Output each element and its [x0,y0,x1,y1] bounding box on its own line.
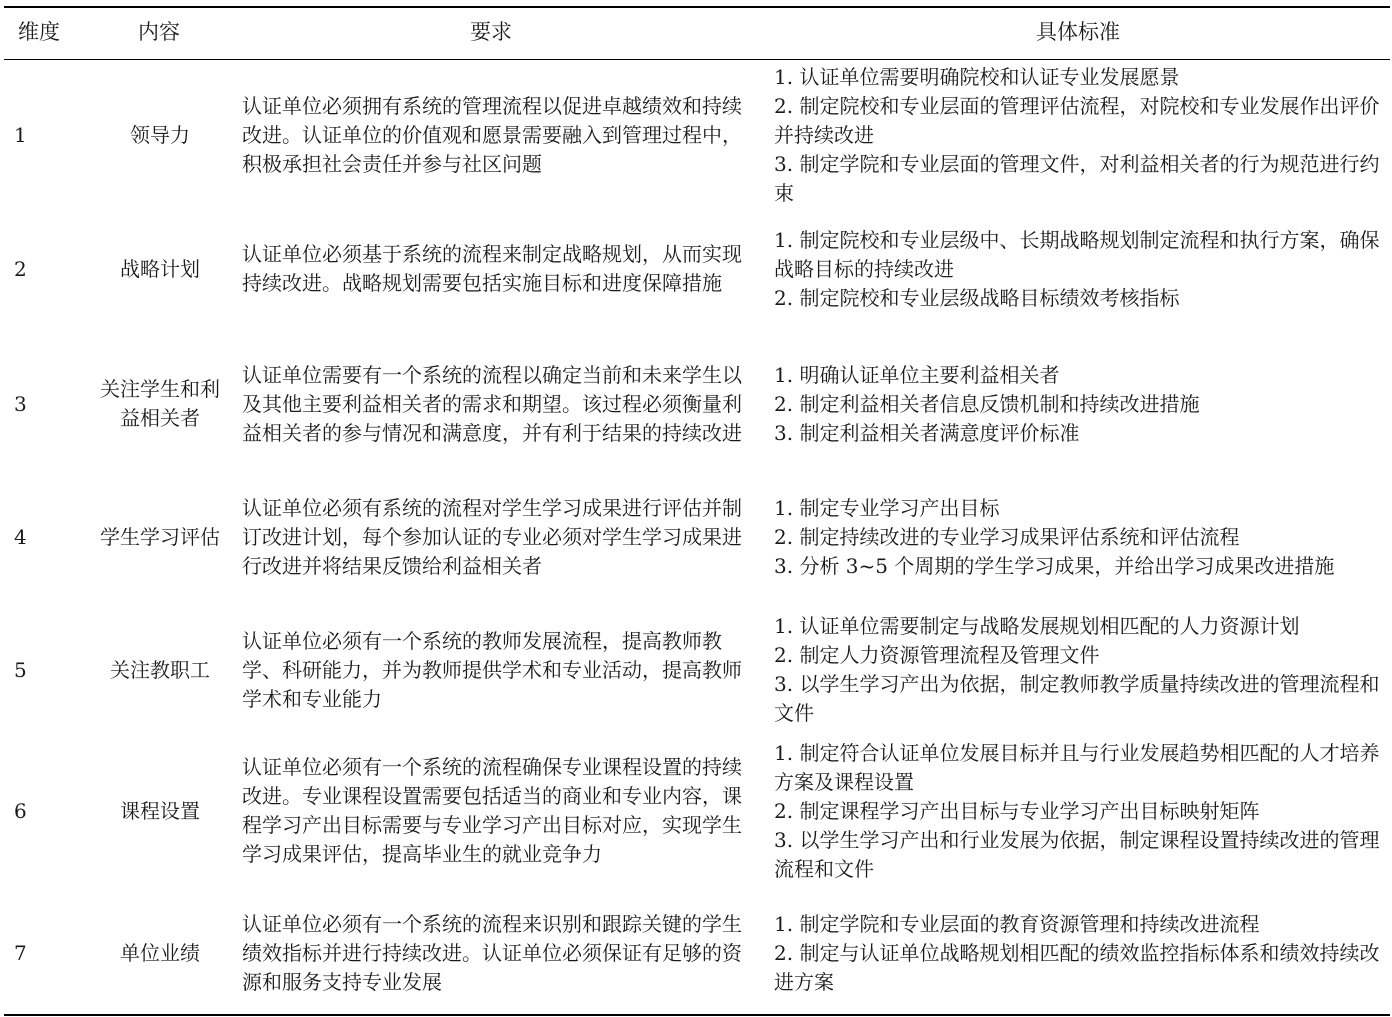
table-row [4,606,1390,734]
table-header-row [4,6,1390,59]
standard-item: 1. 制定专业学习产出目标 [774,495,1000,520]
header-requirement: 要求 [470,20,512,44]
row-standards [774,606,1386,734]
table-row [4,482,1390,592]
standard-item: 1. 认证单位需要制定与战略发展规划相匹配的人力资源计划 [774,614,1300,638]
standard-item: 3. 制定学院和专业层面的管理文件，对利益相关者的行为规范进行约束 [774,151,1380,205]
row-dimension: 3 [14,392,27,416]
standard-item: 3. 分析 3~5 个周期的学生学习成果，并给出学习成果改进措施 [774,553,1335,578]
row-dimension: 2 [14,257,27,281]
standard-item: 2. 制定利益相关者信息反馈机制和持续改进措施 [774,391,1200,416]
row-requirement: 认证单位必须有一个系统的流程来识别和跟踪关键的学生绩效指标并进行持续改进。认证单位必须保证有足够的资源和服务支持专业发展 [242,911,742,994]
row-dimension: 4 [14,525,27,549]
header-content: 内容 [138,20,180,44]
standard-item: 1. 认证单位需要明确院校和认证专业发展愿景 [774,64,1180,89]
table-bottom-rule [4,1014,1390,1016]
row-content: 学生学习评估 [100,524,220,549]
row-dimension: 5 [14,658,27,682]
standard-item: 2. 制定人力资源管理流程及管理文件 [774,643,1100,667]
table-row [4,900,1390,1006]
standard-item: 2. 制定院校和专业层级战略目标绩效考核指标 [774,285,1180,310]
row-content: 课程设置 [120,798,200,823]
row-content: 关注学生和利益相关者 [100,377,220,430]
header-standard: 具体标准 [1036,20,1120,44]
row-requirement: 认证单位必须有一个系统的流程确保专业课程设置的持续改进。专业课程设置需要包括适当的商业和专业内容，课程学习产出目标需要与专业学习产出目标对应，实现学生学习成果评估，提高毕业生的就业竞争力 [242,755,742,866]
standard-item: 3. 以学生学习产出为依据，制定教师教学质量持续改进的管理流程和文件 [774,672,1380,725]
row-standards [774,60,1386,210]
row-standards [774,900,1386,1006]
row-dimension: 7 [14,941,27,965]
row-standards [774,332,1386,476]
standard-item: 1. 制定院校和专业层级中、长期战略规划制定流程和执行方案，确保战略目标的持续改进 [774,227,1380,281]
row-content: 战略计划 [120,256,200,281]
row-standards [774,212,1386,326]
row-dimension: 6 [14,799,27,823]
row-requirement: 认证单位必须拥有系统的管理流程以促进卓越绩效和持续改进。认证单位的价值观和愿景需要融入到管理过程中，积极承担社会责任并参与社区问题 [242,93,742,176]
row-requirement: 认证单位必须有系统的流程对学生学习成果进行评估并制订改进计划，每个参加认证的专业必须对学生学习成果进行改进并将结果反馈给利益相关者 [242,495,742,578]
row-dimension: 1 [14,123,27,147]
row-standards [774,734,1386,888]
row-content: 领导力 [130,122,190,147]
table-row [4,212,1390,326]
accreditation-standards-table [4,6,1390,1016]
standard-item: 2. 制定课程学习产出目标与专业学习产出目标映射矩阵 [774,798,1260,823]
table-row [4,332,1390,476]
row-content: 关注教职工 [110,657,210,682]
row-standards [774,482,1386,592]
standard-item: 1. 明确认证单位主要利益相关者 [774,362,1060,387]
row-requirement: 认证单位必须基于系统的流程来制定战略规划，从而实现持续改进。战略规划需要包括实施目标和进度保障措施 [242,242,742,295]
table-row [4,60,1390,210]
standard-item: 2. 制定与认证单位战略规划相匹配的绩效监控指标体系和绩效持续改进方案 [774,940,1380,994]
row-requirement: 认证单位需要有一个系统的流程以确定当前和未来学生以及其他主要利益相关者的需求和期望。该过程必须衡量利益相关者的参与情况和满意度，并有利于结果的持续改进 [242,362,742,445]
header-dimension: 维度 [18,20,60,44]
standard-item: 3. 制定利益相关者满意度评价标准 [774,420,1080,445]
row-content: 单位业绩 [120,940,200,965]
standard-item: 1. 制定学院和专业层面的教育资源管理和持续改进流程 [774,911,1260,936]
row-requirement: 认证单位必须有一个系统的教师发展流程，提高教师教学、科研能力，并为教师提供学术和专业活动，提高教师学术和专业能力 [242,628,742,711]
standard-item: 2. 制定院校和专业层面的管理评估流程，对院校和专业发展作出评价并持续改进 [774,93,1380,147]
standard-item: 1. 制定符合认证单位发展目标并且与行业发展趋势相匹配的人才培养方案及课程设置 [774,740,1380,794]
standard-item: 3. 以学生学习产出和行业发展为依据，制定课程设置持续改进的管理流程和文件 [774,827,1380,881]
table-row [4,734,1390,888]
standard-item: 2. 制定持续改进的专业学习成果评估系统和评估流程 [774,524,1240,549]
